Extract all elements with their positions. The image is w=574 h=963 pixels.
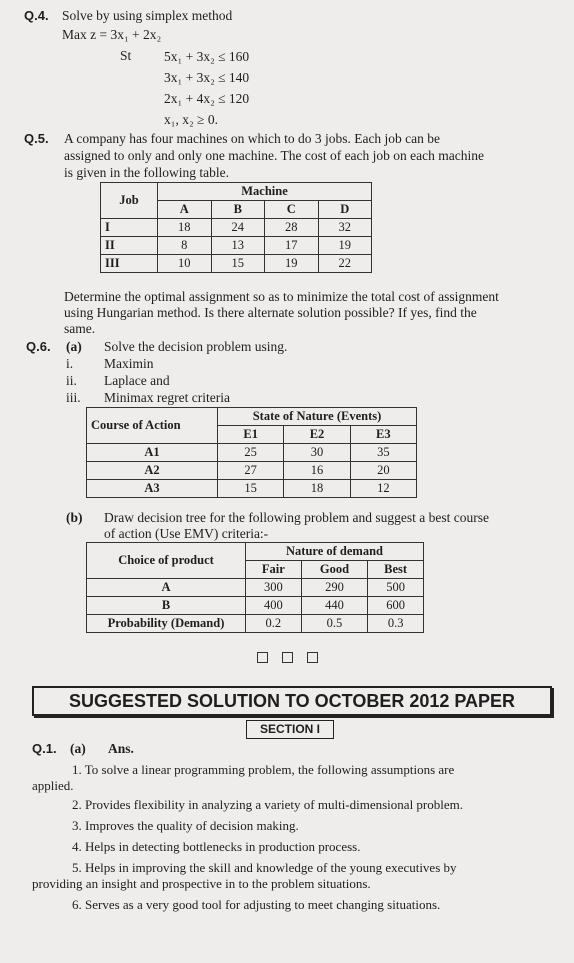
q6-b-line-2: of action (Use EMV) criteria:- [104, 526, 269, 541]
table-row [101, 255, 372, 273]
answer-point-1: 1. To solve a linear programming problem, the following assumptions are [72, 762, 455, 777]
demand-col: Good [301, 561, 368, 579]
q4-number: Q.4. [24, 8, 49, 23]
cost-cell: 32 [318, 219, 372, 237]
q5-after-3: same. [64, 321, 96, 336]
product-label: A [87, 579, 246, 597]
payoff-cell: 20 [350, 462, 416, 480]
q6-demand-table [86, 542, 424, 633]
payoff-cell: 15 [218, 480, 284, 498]
q4-constraint-3: 2x₁ + 4x₂ ≤ 120 [164, 91, 250, 106]
table-row [87, 444, 417, 462]
method-num: ii. [66, 373, 77, 388]
method-text: Laplace and [104, 373, 170, 388]
demand-cell: 290 [301, 579, 368, 597]
payoff-cell: 30 [284, 444, 350, 462]
q4-constraint-1: 5x₁ + 3x₂ ≤ 160 [164, 49, 250, 64]
cost-cell: 24 [211, 219, 265, 237]
table-row [101, 237, 372, 255]
payoff-cell: 18 [284, 480, 350, 498]
demand-cell: 500 [368, 579, 424, 597]
answer-point-6: 6. Serves as a very good tool for adjusting to meet changing situations. [72, 897, 441, 912]
cost-cell: 8 [158, 237, 212, 255]
answer-point-5: 5. Helps in improving the skill and knowledge of the young executives by [72, 860, 457, 875]
method-text: Minimax regret criteria [104, 390, 230, 405]
table-row [87, 579, 424, 597]
q6-a-text: Solve the decision problem using. [104, 339, 288, 354]
answer-point-4: 4. Helps in detecting bottlenecks in production process. [72, 839, 361, 854]
q6-decision-table [86, 407, 417, 498]
action-label: A1 [87, 444, 218, 462]
job-header: Job [101, 183, 158, 219]
cost-cell: 17 [265, 237, 319, 255]
demand-cell: 0.3 [368, 615, 424, 633]
machine-col: C [265, 201, 319, 219]
q5-after-2: using Hungarian method. Is there alternate solution possible? If yes, find the [64, 305, 477, 320]
machine-col: D [318, 201, 372, 219]
q4-text: Solve by using simplex method [62, 8, 233, 23]
cost-cell: 19 [318, 237, 372, 255]
cost-cell: 18 [158, 219, 212, 237]
machine-col: A [158, 201, 212, 219]
method-num: i. [66, 356, 74, 371]
q1-part: (a) [70, 741, 86, 756]
choice-header: Choice of product [87, 543, 246, 579]
end-marks [250, 650, 325, 668]
machine-col: B [211, 201, 265, 219]
demand-cell: 0.5 [301, 615, 368, 633]
payoff-cell: 27 [218, 462, 284, 480]
q6-part-b: (b) [66, 510, 83, 525]
method-text: Maximin [104, 356, 154, 371]
table-row [87, 462, 417, 480]
answer-point-3: 3. Improves the quality of decision making. [72, 818, 299, 833]
event-col: E3 [350, 426, 416, 444]
course-header: Course of Action [87, 408, 218, 444]
q4-st: St [120, 48, 132, 63]
cost-cell: 13 [211, 237, 265, 255]
square-icon [307, 652, 318, 663]
product-label: B [87, 597, 246, 615]
square-icon [282, 652, 293, 663]
demand-cell: 0.2 [246, 615, 302, 633]
answer-point-5-cont: providing an insight and prospective in to the problem situations. [32, 876, 371, 891]
q1-ans: Ans. [108, 741, 134, 756]
action-label: A2 [87, 462, 218, 480]
event-col: E1 [218, 426, 284, 444]
event-col: E2 [284, 426, 350, 444]
method-num: iii. [66, 390, 81, 405]
cost-cell: 19 [265, 255, 319, 273]
demand-cell: 300 [246, 579, 302, 597]
cost-cell: 15 [211, 255, 265, 273]
q4-constraint-4: x₁, x₂ ≥ 0. [164, 112, 218, 127]
demand-cell: 400 [246, 597, 302, 615]
payoff-cell: 12 [350, 480, 416, 498]
table-row [101, 219, 372, 237]
action-label: A3 [87, 480, 218, 498]
square-icon [257, 652, 268, 663]
q6-number: Q.6. [26, 339, 51, 354]
demand-cell: 600 [368, 597, 424, 615]
machine-header: Machine [158, 183, 372, 201]
section-title: SECTION I [246, 720, 334, 739]
q5-line-3: is given in the following table. [64, 165, 229, 180]
answer-point-2: 2. Provides flexibility in analyzing a variety of multi-dimensional problem. [72, 797, 464, 812]
answer-point-1-cont: applied. [32, 778, 74, 793]
solution-banner: SUGGESTED SOLUTION TO OCTOBER 2012 PAPER [32, 686, 552, 716]
demand-cell: 440 [301, 597, 368, 615]
q5-number: Q.5. [24, 131, 49, 146]
table-row [87, 615, 424, 633]
demand-header: Nature of demand [246, 543, 424, 561]
table-row [87, 597, 424, 615]
demand-col: Best [368, 561, 424, 579]
job-label: II [101, 237, 158, 255]
q6-b-line-1: Draw decision tree for the following problem and suggest a best course [104, 510, 490, 525]
table-row [87, 480, 417, 498]
job-label: I [101, 219, 158, 237]
probability-label: Probability (Demand) [87, 615, 246, 633]
payoff-cell: 25 [218, 444, 284, 462]
cost-cell: 22 [318, 255, 372, 273]
q1-number: Q.1. [32, 741, 57, 756]
cost-cell: 28 [265, 219, 319, 237]
q5-cost-table [100, 182, 372, 273]
q5-after-1: Determine the optimal assignment so as to minimize the total cost of assignment [64, 289, 499, 304]
state-header: State of Nature (Events) [218, 408, 417, 426]
q4-constraint-2: 3x₁ + 3x₂ ≤ 140 [164, 70, 250, 85]
cost-cell: 10 [158, 255, 212, 273]
q4-objective: Max z = 3x₁ + 2x₂ [62, 27, 162, 42]
payoff-cell: 16 [284, 462, 350, 480]
job-label: III [101, 255, 158, 273]
q5-line-2: assigned to only and only one machine. The cost of each job on each machine [64, 148, 484, 163]
q6-part-a: (a) [66, 339, 82, 354]
demand-col: Fair [246, 561, 302, 579]
q5-line-1: A company has four machines on which to do 3 jobs. Each job can be [64, 131, 441, 146]
payoff-cell: 35 [350, 444, 416, 462]
